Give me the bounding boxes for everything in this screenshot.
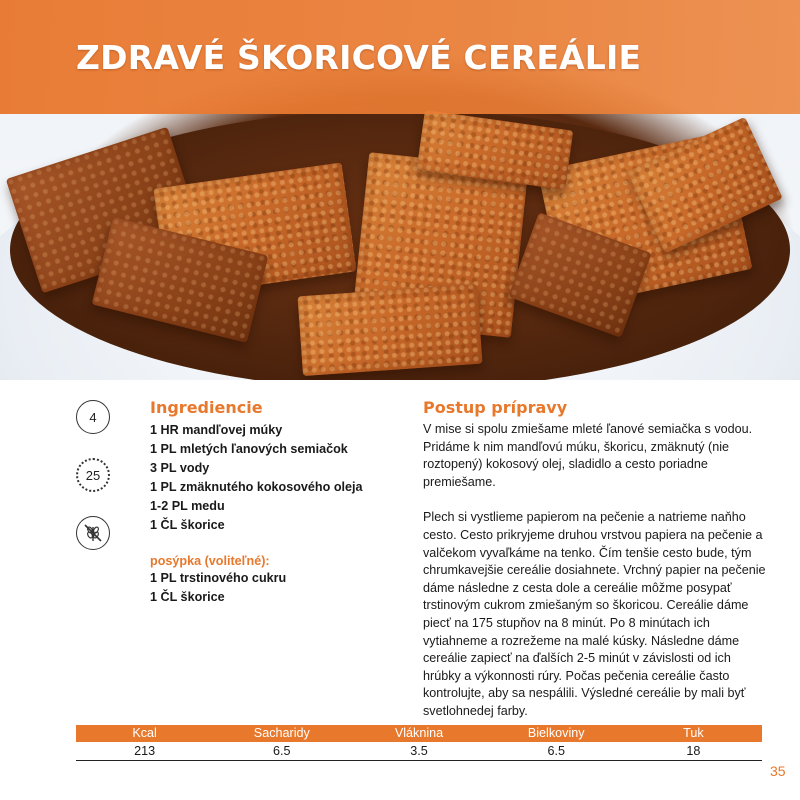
topping-heading: posýpka (voliteľné):: [150, 554, 270, 568]
servings-label: 4: [89, 409, 97, 425]
nutrition-value-fat: 18: [686, 744, 701, 758]
hero-photo: [0, 0, 800, 380]
ingredients-section: [150, 398, 380, 607]
page-number: 35: [770, 763, 786, 779]
nutrition-header-row: [76, 725, 762, 742]
nutrition-header-fat: Tuk: [683, 726, 704, 740]
nutrition-header-kcal: Kcal: [132, 726, 157, 740]
ingredient-item: 3 PL vody: [150, 461, 210, 475]
ingredient-item: 1 HR mandľovej múky: [150, 423, 283, 437]
topping-item: 1 PL trstinového cukru: [150, 571, 287, 585]
timer-label: 25: [85, 467, 101, 483]
ingredient-item: 1-2 PL medu: [150, 499, 225, 513]
ingredient-item: 1 PL mletých ľanových semiačok: [150, 442, 348, 456]
nutrition-value-fiber: 3.5: [410, 744, 428, 758]
procedure-heading: Postup prípravy: [423, 398, 568, 417]
ingredient-item: 1 ČL škorice: [150, 518, 225, 532]
wheat-crossed-icon: [81, 521, 105, 545]
cereal-chip: [297, 284, 482, 376]
nutrition-value-protein: 6.5: [547, 744, 565, 758]
nutrition-value-kcal: 213: [134, 744, 156, 758]
ingredients-list: [150, 421, 380, 535]
page-title: ZDRAVÉ ŠKORICOVÉ CEREÁLIE: [76, 38, 642, 77]
nutrition-value-carbs: 6.5: [273, 744, 291, 758]
nutrition-header-carbs: Sacharidy: [253, 726, 310, 740]
topping-item: 1 ČL škorice: [150, 590, 225, 604]
nutrition-header-fiber: Vláknina: [394, 726, 444, 740]
nutrition-header-protein: Bielkoviny: [527, 726, 585, 740]
ingredients-heading: Ingrediencie: [150, 398, 263, 417]
ingredient-item: 1 PL zmäknutého kokosového oleja: [150, 480, 363, 494]
timer-icon: [76, 458, 110, 492]
nutrition-table: [76, 725, 762, 761]
procedure-section: [423, 398, 768, 739]
nutrition-value-row: [76, 742, 762, 761]
gluten-free-icon: [76, 516, 110, 550]
procedure-paragraph: Plech si vystlieme papierom na pečenie a natrieme naňho cesto. Cesto prikryjeme druhou vrstvou papiera na pečenie a valčekom vyvaľkáme na tenko. Čím tenšie cesto bude, tým chrumkavejšie cereálie dosiahnete. Vrchný papier na pečenie dáme následne z cesta dole a cereálie môžme posypať trstinovým cukrom zmiešaným so škoricou. Cereálie dáme piecť na 175 stupňov na 8 minút. Po 8 minútach ich vytiahneme a rozrežeme na malé kúsky. Následne dáme cereálie zapiecť na ďalších 2-5 minút v závislosti od ich hrúbky a výkonnosti rúry. Počas pečenia cereálie často kontrolujte, aby sa nespálili. Výsledné cereálie by mali byť svetlohnedej farby.: [423, 510, 766, 718]
procedure-paragraph: V mise si spolu zmiešame mleté ľanové semiačka s vodou. Pridáme k nim mandľovú múku, škoricu, zmäknutý (nie roztopený) kokosový olej, sladidlo a cesto poriadne premiešame.: [423, 422, 753, 489]
topping-list: [150, 569, 380, 607]
servings-icon: [76, 400, 110, 434]
